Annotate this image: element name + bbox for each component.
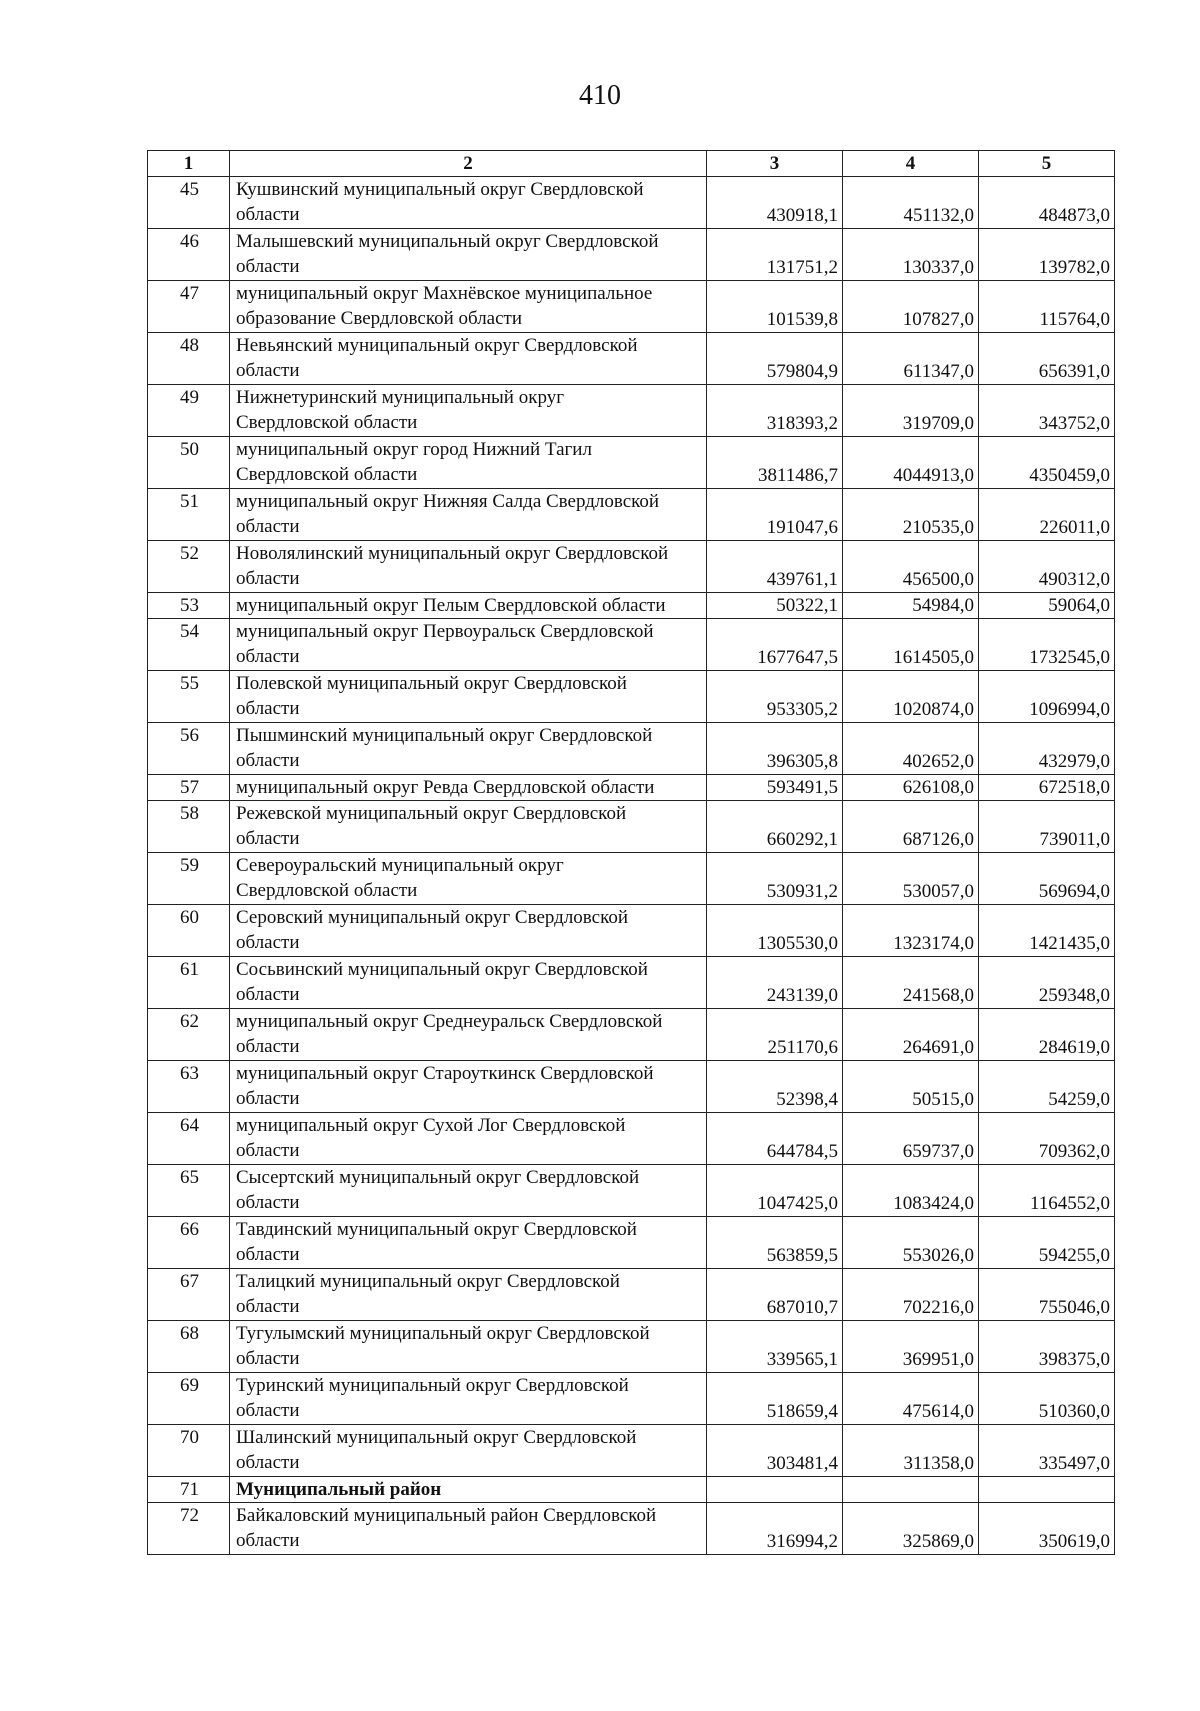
municipality-name-line: муниципальный округ Первоуральск Свердловской — [236, 621, 654, 642]
municipality-name-line: муниципальный округ город Нижний Тагил — [236, 439, 592, 460]
municipality-name-line: области — [236, 1244, 300, 1265]
value-col-5: 739011,0 — [979, 801, 1115, 853]
value-col-5: 139782,0 — [979, 229, 1115, 281]
municipality-name-line: муниципальный округ Сухой Лог Свердловской — [236, 1115, 626, 1136]
value-col-4: 1083424,0 — [843, 1165, 979, 1217]
value-col-4: 319709,0 — [843, 385, 979, 437]
table-row — [148, 905, 1115, 957]
table-row — [148, 177, 1115, 229]
municipality-name-line: Кушвинский муниципальный округ Свердловской — [236, 179, 644, 200]
row-number: 61 — [148, 957, 230, 1009]
value-col-3: 644784,5 — [707, 1113, 843, 1165]
municipality-name — [230, 281, 707, 333]
municipality-name-line: Режевской муниципальный округ Свердловской — [236, 803, 627, 824]
table-row — [148, 775, 1115, 801]
table-row — [148, 671, 1115, 723]
municipality-name — [230, 1321, 707, 1373]
municipality-name — [230, 593, 707, 619]
value-col-3: 318393,2 — [707, 385, 843, 437]
value-col-4: 1323174,0 — [843, 905, 979, 957]
value-col-3: 660292,1 — [707, 801, 843, 853]
municipality-name-line: Североуральский муниципальный округ — [236, 855, 564, 876]
municipality-name-line: Свердловской области — [236, 412, 418, 433]
value-col-3: 518659,4 — [707, 1373, 843, 1425]
municipality-name-line: области — [236, 1036, 300, 1057]
value-col-4: 702216,0 — [843, 1269, 979, 1321]
table-row — [148, 385, 1115, 437]
value-col-3: 1047425,0 — [707, 1165, 843, 1217]
municipality-name — [230, 385, 707, 437]
value-col-5: 350619,0 — [979, 1503, 1115, 1555]
value-col-3: 316994,2 — [707, 1503, 843, 1555]
municipality-name — [230, 1009, 707, 1061]
municipality-name-line: муниципальный округ Ревда Свердловской области — [236, 777, 655, 798]
value-col-5: 1421435,0 — [979, 905, 1115, 957]
table-row — [148, 853, 1115, 905]
value-col-3: 953305,2 — [707, 671, 843, 723]
municipality-name-line: образование Свердловской области — [236, 308, 523, 329]
municipality-name — [230, 723, 707, 775]
municipality-name — [230, 229, 707, 281]
value-col-4: 553026,0 — [843, 1217, 979, 1269]
table-row — [148, 723, 1115, 775]
value-col-5: 284619,0 — [979, 1009, 1115, 1061]
municipality-name — [230, 1373, 707, 1425]
row-number: 48 — [148, 333, 230, 385]
value-col-4: 54984,0 — [843, 593, 979, 619]
row-number: 52 — [148, 541, 230, 593]
municipality-name — [230, 1503, 707, 1555]
value-col-5: 709362,0 — [979, 1113, 1115, 1165]
municipality-name-line: области — [236, 750, 300, 771]
row-number: 66 — [148, 1217, 230, 1269]
table-row — [148, 281, 1115, 333]
municipality-name-line: Полевской муниципальный округ Свердловской — [236, 673, 627, 694]
value-col-3: 563859,5 — [707, 1217, 843, 1269]
row-number: 64 — [148, 1113, 230, 1165]
value-col-4: 1614505,0 — [843, 619, 979, 671]
municipality-name-line: Сысертский муниципальный округ Свердловской — [236, 1167, 640, 1188]
row-number: 71 — [148, 1477, 230, 1503]
value-col-5: 1164552,0 — [979, 1165, 1115, 1217]
municipality-name — [230, 905, 707, 957]
value-col-4 — [843, 1477, 979, 1503]
value-col-5: 398375,0 — [979, 1321, 1115, 1373]
municipality-name — [230, 801, 707, 853]
value-col-3: 303481,4 — [707, 1425, 843, 1477]
header-col-1: 1 — [148, 151, 230, 177]
value-col-5: 672518,0 — [979, 775, 1115, 801]
table-row — [148, 1061, 1115, 1113]
value-col-3: 1677647,5 — [707, 619, 843, 671]
value-col-4: 325869,0 — [843, 1503, 979, 1555]
value-col-3: 101539,8 — [707, 281, 843, 333]
value-col-4: 626108,0 — [843, 775, 979, 801]
municipality-name-line: области — [236, 1400, 300, 1421]
municipality-name-line: Малышевский муниципальный округ Свердловской — [236, 231, 659, 252]
municipality-name-line: Свердловской области — [236, 464, 418, 485]
value-col-3: 593491,5 — [707, 775, 843, 801]
municipality-name-line: муниципальный округ Пелым Свердловской области — [236, 595, 666, 616]
municipality-name — [230, 1061, 707, 1113]
value-col-4: 451132,0 — [843, 177, 979, 229]
municipality-name-line: Новолялинский муниципальный округ Свердловской — [236, 543, 669, 564]
municipality-name-line: области — [236, 1088, 300, 1109]
value-col-4: 1020874,0 — [843, 671, 979, 723]
table-row — [148, 1425, 1115, 1477]
municipality-name — [230, 775, 707, 801]
value-col-5: 259348,0 — [979, 957, 1115, 1009]
table-row — [148, 1009, 1115, 1061]
row-number: 51 — [148, 489, 230, 541]
municipality-name — [230, 619, 707, 671]
value-col-3: 430918,1 — [707, 177, 843, 229]
value-col-5: 656391,0 — [979, 333, 1115, 385]
table-row — [148, 541, 1115, 593]
municipality-name — [230, 541, 707, 593]
value-col-3 — [707, 1477, 843, 1503]
value-col-5: 226011,0 — [979, 489, 1115, 541]
value-col-4: 659737,0 — [843, 1113, 979, 1165]
value-col-5: 54259,0 — [979, 1061, 1115, 1113]
table-body — [148, 177, 1115, 1555]
municipality-name-line: Туринский муниципальный округ Свердловской — [236, 1375, 629, 1396]
budget-table — [147, 150, 1115, 1555]
municipality-name-line: области — [236, 1348, 300, 1369]
row-number: 46 — [148, 229, 230, 281]
municipality-name-line: области — [236, 568, 300, 589]
value-col-3: 396305,8 — [707, 723, 843, 775]
table-row — [148, 1269, 1115, 1321]
value-col-4: 50515,0 — [843, 1061, 979, 1113]
value-col-3: 50322,1 — [707, 593, 843, 619]
municipality-name — [230, 437, 707, 489]
row-number: 58 — [148, 801, 230, 853]
municipality-name — [230, 177, 707, 229]
table-row — [148, 593, 1115, 619]
value-col-5: 569694,0 — [979, 853, 1115, 905]
table-row — [148, 1321, 1115, 1373]
table-row — [148, 1373, 1115, 1425]
table-row — [148, 801, 1115, 853]
value-col-3: 579804,9 — [707, 333, 843, 385]
table-row — [148, 1503, 1115, 1555]
value-col-4: 475614,0 — [843, 1373, 979, 1425]
municipality-name-line: области — [236, 984, 300, 1005]
row-number: 50 — [148, 437, 230, 489]
value-col-3: 52398,4 — [707, 1061, 843, 1113]
table-row — [148, 1113, 1115, 1165]
page-number: 410 — [579, 80, 621, 111]
row-number: 69 — [148, 1373, 230, 1425]
value-col-3: 339565,1 — [707, 1321, 843, 1373]
table-row — [148, 229, 1115, 281]
municipality-name-line: Пышминский муниципальный округ Свердловской — [236, 725, 653, 746]
municipality-name-line: Свердловской области — [236, 880, 418, 901]
table-row — [148, 957, 1115, 1009]
value-col-5: 484873,0 — [979, 177, 1115, 229]
value-col-4: 369951,0 — [843, 1321, 979, 1373]
municipality-name-line: Серовский муниципальный округ Свердловской — [236, 907, 629, 928]
value-col-3: 191047,6 — [707, 489, 843, 541]
table-row — [148, 1165, 1115, 1217]
row-number: 54 — [148, 619, 230, 671]
value-col-5: 343752,0 — [979, 385, 1115, 437]
value-col-3: 1305530,0 — [707, 905, 843, 957]
value-col-3: 251170,6 — [707, 1009, 843, 1061]
table-row — [148, 489, 1115, 541]
value-col-5: 432979,0 — [979, 723, 1115, 775]
municipality-name — [230, 1113, 707, 1165]
municipality-name-line: области — [236, 1452, 300, 1473]
row-number: 49 — [148, 385, 230, 437]
value-col-5: 115764,0 — [979, 281, 1115, 333]
value-col-5: 4350459,0 — [979, 437, 1115, 489]
municipality-name-line: Муниципальный район — [236, 1479, 442, 1500]
value-col-3: 243139,0 — [707, 957, 843, 1009]
row-number: 63 — [148, 1061, 230, 1113]
row-number: 62 — [148, 1009, 230, 1061]
value-col-3: 687010,7 — [707, 1269, 843, 1321]
value-col-3: 3811486,7 — [707, 437, 843, 489]
value-col-5: 59064,0 — [979, 593, 1115, 619]
value-col-5: 490312,0 — [979, 541, 1115, 593]
value-col-5: 1732545,0 — [979, 619, 1115, 671]
value-col-4: 687126,0 — [843, 801, 979, 853]
value-col-4: 107827,0 — [843, 281, 979, 333]
municipality-name-line: области — [236, 204, 300, 225]
value-col-5: 594255,0 — [979, 1217, 1115, 1269]
row-number: 65 — [148, 1165, 230, 1217]
municipality-name — [230, 1269, 707, 1321]
municipality-name-line: Невьянский муниципальный округ Свердловской — [236, 335, 638, 356]
municipality-name-line: Шалинский муниципальный округ Свердловской — [236, 1427, 637, 1448]
municipality-name-line: области — [236, 256, 300, 277]
municipality-name — [230, 489, 707, 541]
value-col-5: 510360,0 — [979, 1373, 1115, 1425]
municipality-name — [230, 671, 707, 723]
value-col-4: 130337,0 — [843, 229, 979, 281]
municipality-name-line: Тугулымский муниципальный округ Свердловской — [236, 1323, 650, 1344]
municipality-name-line: Нижнетуринский муниципальный округ — [236, 387, 564, 408]
value-col-4: 530057,0 — [843, 853, 979, 905]
municipality-name-line: области — [236, 516, 300, 537]
header-col-2: 2 — [230, 151, 707, 177]
municipality-name-line: области — [236, 828, 300, 849]
value-col-3: 439761,1 — [707, 541, 843, 593]
row-number: 60 — [148, 905, 230, 957]
municipality-name — [230, 1165, 707, 1217]
table-row — [148, 619, 1115, 671]
value-col-4: 241568,0 — [843, 957, 979, 1009]
row-number: 47 — [148, 281, 230, 333]
municipality-name-line: области — [236, 1140, 300, 1161]
municipality-name — [230, 333, 707, 385]
value-col-4: 264691,0 — [843, 1009, 979, 1061]
value-col-4: 311358,0 — [843, 1425, 979, 1477]
municipality-name-line: области — [236, 698, 300, 719]
table-row — [148, 1477, 1115, 1503]
municipality-name-line: муниципальный округ Махнёвское муниципальное — [236, 283, 653, 304]
row-number: 72 — [148, 1503, 230, 1555]
value-col-5: 755046,0 — [979, 1269, 1115, 1321]
municipality-name-line: Сосьвинский муниципальный округ Свердловской — [236, 959, 648, 980]
municipality-name — [230, 1477, 707, 1503]
row-number: 55 — [148, 671, 230, 723]
municipality-name-line: муниципальный округ Староуткинск Свердловской — [236, 1063, 654, 1084]
value-col-3: 131751,2 — [707, 229, 843, 281]
table-row — [148, 1217, 1115, 1269]
municipality-name-line: муниципальный округ Среднеуральск Свердловской — [236, 1011, 663, 1032]
row-number: 59 — [148, 853, 230, 905]
value-col-4: 611347,0 — [843, 333, 979, 385]
municipality-name-line: Байкаловский муниципальный район Свердловской — [236, 1505, 657, 1526]
table-header-row — [148, 151, 1115, 177]
municipality-name-line: области — [236, 1192, 300, 1213]
municipality-name-line: Талицкий муниципальный округ Свердловской — [236, 1271, 620, 1292]
value-col-4: 402652,0 — [843, 723, 979, 775]
row-number: 45 — [148, 177, 230, 229]
row-number: 56 — [148, 723, 230, 775]
header-col-3: 3 — [707, 151, 843, 177]
municipality-name-line: области — [236, 360, 300, 381]
municipality-name — [230, 1217, 707, 1269]
municipality-name-line: области — [236, 1296, 300, 1317]
row-number: 70 — [148, 1425, 230, 1477]
row-number: 57 — [148, 775, 230, 801]
value-col-5 — [979, 1477, 1115, 1503]
value-col-3: 530931,2 — [707, 853, 843, 905]
row-number: 68 — [148, 1321, 230, 1373]
municipality-name-line: муниципальный округ Нижняя Салда Свердловской — [236, 491, 660, 512]
value-col-4: 4044913,0 — [843, 437, 979, 489]
table-row — [148, 437, 1115, 489]
table-row — [148, 333, 1115, 385]
municipality-name-line: области — [236, 932, 300, 953]
municipality-name-line: Тавдинский муниципальный округ Свердловской — [236, 1219, 637, 1240]
value-col-4: 456500,0 — [843, 541, 979, 593]
municipality-name — [230, 853, 707, 905]
municipality-name — [230, 1425, 707, 1477]
municipality-name — [230, 957, 707, 1009]
header-col-5: 5 — [979, 151, 1115, 177]
row-number: 67 — [148, 1269, 230, 1321]
municipality-name-line: области — [236, 1530, 300, 1551]
value-col-5: 1096994,0 — [979, 671, 1115, 723]
header-col-4: 4 — [843, 151, 979, 177]
municipality-name-line: области — [236, 646, 300, 667]
row-number: 53 — [148, 593, 230, 619]
value-col-5: 335497,0 — [979, 1425, 1115, 1477]
value-col-4: 210535,0 — [843, 489, 979, 541]
